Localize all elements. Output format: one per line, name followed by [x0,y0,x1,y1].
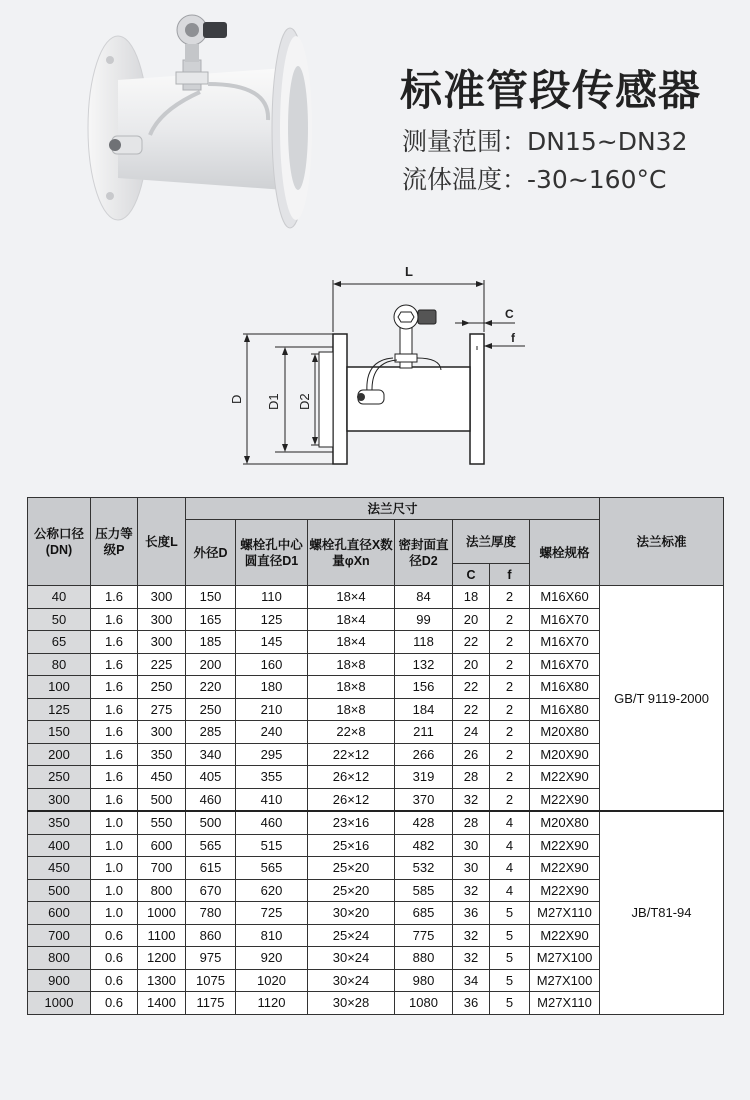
table-cell: 285 [186,721,236,744]
table-cell: 4 [490,811,530,834]
table-cell: 250 [186,698,236,721]
table-cell: 180 [236,676,308,699]
table-cell: 319 [395,766,453,789]
table-cell: 1.0 [91,902,138,925]
table-cell: 210 [236,698,308,721]
table-cell: 5 [490,947,530,970]
table-cell: M22X90 [530,766,600,789]
table-cell: 1.6 [91,586,138,609]
table-cell: 28 [453,811,490,834]
table-cell: 26 [453,743,490,766]
table-cell: 350 [28,811,91,834]
table-cell: 150 [28,721,91,744]
table-cell: 150 [186,586,236,609]
table-cell: 80 [28,653,91,676]
table-cell: 500 [186,811,236,834]
table-cell: M16X80 [530,676,600,699]
table-cell: M16X80 [530,698,600,721]
table-cell: 1000 [138,902,186,925]
header-flange-standard: 法兰标准 [600,498,724,586]
table-cell: 4 [490,857,530,880]
table-cell: 22×12 [308,743,395,766]
table-cell: 132 [395,653,453,676]
table-cell: 125 [28,698,91,721]
table-cell: 22×8 [308,721,395,744]
table-cell: 300 [138,586,186,609]
table-cell: 18×4 [308,586,395,609]
flange-spec-table [27,497,724,1015]
table-cell: 25×20 [308,879,395,902]
table-cell: 1075 [186,969,236,992]
table-cell: 340 [186,743,236,766]
table-cell: 300 [138,721,186,744]
table-cell: 2 [490,653,530,676]
table-cell: 532 [395,857,453,880]
table-cell: 1.0 [91,879,138,902]
table-cell: 565 [236,857,308,880]
table-cell: 2 [490,766,530,789]
table-cell: 1200 [138,947,186,970]
table-cell: 22 [453,631,490,654]
product-title: 标准管段传感器 [400,66,702,115]
table-cell: 1.0 [91,834,138,857]
table-cell: 225 [138,653,186,676]
table-cell: 1080 [395,992,453,1015]
table-cell: M16X70 [530,631,600,654]
table-cell: 685 [395,902,453,925]
table-cell: 800 [138,879,186,902]
table-cell: 810 [236,924,308,947]
table-cell: 585 [395,879,453,902]
table-cell: 25×20 [308,857,395,880]
table-cell: 975 [186,947,236,970]
table-cell: 20 [453,653,490,676]
header-flange-thickness: 法兰厚度 [453,520,530,564]
table-cell: 20 [453,608,490,631]
table-cell: 700 [138,857,186,880]
table-cell: 1.6 [91,788,138,811]
header-bolt-spec: 螺栓规格 [530,520,600,586]
table-cell: M22X90 [530,788,600,811]
table-cell: 300 [28,788,91,811]
table-cell: 30×20 [308,902,395,925]
table-cell: 450 [28,857,91,880]
table-cell: 2 [490,608,530,631]
table-cell: M16X60 [530,586,600,609]
table-cell: 550 [138,811,186,834]
table-cell: 0.6 [91,992,138,1015]
table-cell: M22X90 [530,857,600,880]
table-cell: 1.6 [91,608,138,631]
table-cell: 565 [186,834,236,857]
table-cell: 40 [28,586,91,609]
table-cell: 5 [490,902,530,925]
table-cell: 30×28 [308,992,395,1015]
header-seal-diameter: 密封面直径D2 [395,520,453,586]
table-cell: 34 [453,969,490,992]
table-cell: 428 [395,811,453,834]
table-cell: 160 [236,653,308,676]
table-cell: 18×8 [308,676,395,699]
table-cell: 980 [395,969,453,992]
table-cell: 2 [490,586,530,609]
table-cell: 5 [490,924,530,947]
table-cell: 460 [186,788,236,811]
table-cell: 240 [236,721,308,744]
table-cell: 24 [453,721,490,744]
table-cell: 300 [138,631,186,654]
table-cell: 26×12 [308,766,395,789]
table-cell: M16X70 [530,653,600,676]
table-cell: 100 [28,676,91,699]
table-cell: 2 [490,698,530,721]
table-cell: 2 [490,631,530,654]
table-cell: M27X100 [530,947,600,970]
table-cell: 65 [28,631,91,654]
dim-C-label: C [505,307,514,321]
table-cell: 400 [28,834,91,857]
table-cell: M22X90 [530,924,600,947]
table-cell: 775 [395,924,453,947]
table-cell: 18 [453,586,490,609]
table-cell: 725 [236,902,308,925]
table-cell: 1.6 [91,743,138,766]
table-cell: 1.6 [91,766,138,789]
table-cell: 211 [395,721,453,744]
table-cell: 920 [236,947,308,970]
table-cell: 615 [186,857,236,880]
table-cell: 200 [28,743,91,766]
table-cell: 23×16 [308,811,395,834]
table-cell: 700 [28,924,91,947]
table-cell: 36 [453,992,490,1015]
table-cell: 1.6 [91,653,138,676]
table-cell: 500 [138,788,186,811]
dim-f-label: f [511,331,515,345]
table-cell: 780 [186,902,236,925]
table-cell: 1.6 [91,721,138,744]
table-cell: 18×8 [308,698,395,721]
table-cell: 460 [236,811,308,834]
table-cell: 500 [28,879,91,902]
table-cell: 1400 [138,992,186,1015]
flange-standard-cell: GB/T 9119-2000 [600,586,724,812]
header-c: C [453,564,490,586]
table-cell: 1020 [236,969,308,992]
table-cell: 1.6 [91,676,138,699]
table-cell: M20X80 [530,721,600,744]
table-cell: 30 [453,857,490,880]
table-cell: 4 [490,834,530,857]
header-dn: 公称口径(DN) [28,498,91,586]
table-cell: 30×24 [308,969,395,992]
table-cell: 185 [186,631,236,654]
table-cell: M22X90 [530,879,600,902]
table-cell: 2 [490,676,530,699]
table-cell: 18×4 [308,631,395,654]
table-cell: 300 [138,608,186,631]
table-cell: 110 [236,586,308,609]
table-cell: 1100 [138,924,186,947]
table-row [28,811,724,834]
table-cell: 350 [138,743,186,766]
table-cell: 450 [138,766,186,789]
dim-D1-label: D1 [266,393,281,410]
table-cell: 250 [28,766,91,789]
header-outer-diameter: 外径D [186,520,236,586]
flange-standard-cell: JB/T81-94 [600,811,724,1014]
table-cell: M27X110 [530,992,600,1015]
table-cell: M22X90 [530,834,600,857]
table-cell: 200 [186,653,236,676]
table-cell: 30 [453,834,490,857]
table-cell: 275 [138,698,186,721]
table-cell: 600 [28,902,91,925]
header-length: 长度L [138,498,186,586]
table-cell: 620 [236,879,308,902]
table-cell: 5 [490,969,530,992]
table-cell: 1.0 [91,811,138,834]
header-flange-size: 法兰尺寸 [186,498,600,520]
table-cell: 32 [453,924,490,947]
table-cell: 28 [453,766,490,789]
table-row [28,586,724,609]
table-cell: 900 [28,969,91,992]
table-cell: 295 [236,743,308,766]
table-cell: 600 [138,834,186,857]
table-cell: M27X110 [530,902,600,925]
table-cell: M27X100 [530,969,600,992]
dimension-drawing [215,262,545,482]
table-cell: 30×24 [308,947,395,970]
table-cell: 5 [490,992,530,1015]
table-cell: 25×24 [308,924,395,947]
table-cell: 515 [236,834,308,857]
table-cell: 4 [490,879,530,902]
table-cell: 220 [186,676,236,699]
table-cell: 22 [453,698,490,721]
table-cell: 250 [138,676,186,699]
table-cell: 50 [28,608,91,631]
table-cell: 1.6 [91,631,138,654]
table-cell: 32 [453,788,490,811]
table-cell: M20X80 [530,811,600,834]
table-cell: 25×16 [308,834,395,857]
dim-D2-label: D2 [297,393,312,410]
table-cell: 125 [236,608,308,631]
table-cell: M16X70 [530,608,600,631]
dim-L-label: L [405,264,413,279]
table-cell: 1120 [236,992,308,1015]
table-cell: 0.6 [91,947,138,970]
table-cell: 370 [395,788,453,811]
table-cell: 32 [453,947,490,970]
table-cell: 0.6 [91,969,138,992]
table-cell: 36 [453,902,490,925]
dim-D-label: D [229,394,244,404]
table-cell: 26×12 [308,788,395,811]
table-cell: 880 [395,947,453,970]
table-cell: 184 [395,698,453,721]
table-cell: 860 [186,924,236,947]
table-cell: 32 [453,879,490,902]
table-cell: 84 [395,586,453,609]
table-cell: M20X90 [530,743,600,766]
table-cell: 482 [395,834,453,857]
table-cell: 1300 [138,969,186,992]
table-cell: 2 [490,788,530,811]
table-cell: 800 [28,947,91,970]
table-cell: 156 [395,676,453,699]
header-pressure: 压力等级P [91,498,138,586]
header-bolt-circle: 螺栓孔中心圆直径D1 [236,520,308,586]
table-cell: 355 [236,766,308,789]
header-bolt-hole: 螺栓孔直径X数量φXn [308,520,395,586]
table-cell: 266 [395,743,453,766]
table-cell: 165 [186,608,236,631]
table-cell: 1.0 [91,857,138,880]
table-cell: 410 [236,788,308,811]
table-cell: 0.6 [91,924,138,947]
fluid-temp-text: 流体温度：-30~160°C [402,165,667,194]
table-cell: 118 [395,631,453,654]
header-f: f [490,564,530,586]
table-cell: 2 [490,743,530,766]
table-cell: 1000 [28,992,91,1015]
table-cell: 18×4 [308,608,395,631]
table-cell: 145 [236,631,308,654]
table-cell: 99 [395,608,453,631]
measure-range-text: 测量范围：DN15~DN32 [402,127,688,156]
table-cell: 1.6 [91,698,138,721]
table-cell: 670 [186,879,236,902]
table-cell: 1175 [186,992,236,1015]
table-cell: 18×8 [308,653,395,676]
table-cell: 405 [186,766,236,789]
table-cell: 2 [490,721,530,744]
table-cell: 22 [453,676,490,699]
